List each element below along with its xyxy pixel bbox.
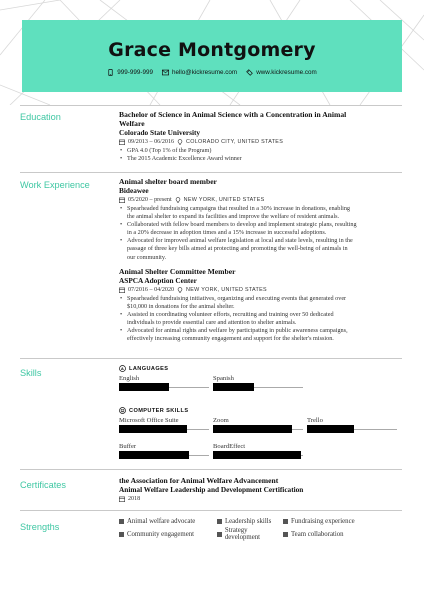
language-icon [119, 365, 126, 372]
skill-level-bar [119, 451, 209, 459]
list-item: • Spearheaded fundraising initiatives, organizing and executing events that generated over [119, 295, 401, 303]
strength-item: Leadership skills [217, 518, 283, 525]
skill-name: Trello [307, 417, 323, 424]
job-location: NEW YORK, UNITED STATES [183, 197, 265, 203]
candidate-name: Grace Montgomery [108, 39, 316, 61]
email-contact[interactable] [162, 69, 237, 76]
skill-level-bar [307, 425, 397, 433]
location-pin-icon [175, 197, 181, 203]
skill-item [119, 417, 209, 433]
skill-name: Buffer [119, 443, 137, 450]
list-item: $10,000 in donations for the animal shelter. [127, 302, 235, 310]
website-text: www.kickresume.com [256, 69, 317, 76]
work-entry [119, 267, 401, 344]
calendar-icon [119, 139, 125, 145]
skill-item [213, 417, 303, 433]
degree-line-1: Bachelor of Science in Animal Science with a Concentration in Animal [119, 110, 347, 119]
strength-item: Animal welfare advocate [119, 518, 217, 525]
job-dates: 05/2020 – present [128, 197, 172, 203]
work-entry [119, 177, 401, 262]
email-icon [162, 69, 169, 76]
work-entries [119, 177, 401, 343]
school-name: Colorado State University [119, 128, 201, 137]
section-title-skills: Skills [20, 368, 42, 378]
email-text: hello@kickresume.com [172, 69, 238, 76]
education-meta [119, 138, 401, 146]
languages-heading [119, 365, 168, 372]
skills-block [119, 365, 401, 465]
list-item: in a 20% decrease in adoption times and a 15% increase in successful adoptions. [127, 229, 327, 237]
languages-label: LANGUAGES [129, 365, 169, 372]
list-item: • GPA 4.0 (Top 1% of the Program) [119, 147, 401, 155]
calendar-icon [119, 496, 125, 502]
location-pin-icon [177, 287, 183, 293]
list-item: effectively increasing community engagement and support for the shelter's mission. [127, 335, 334, 343]
divider [20, 358, 402, 359]
contact-row [22, 69, 402, 76]
strength-item: Community engagement [119, 527, 217, 541]
strength-item: Strategy development [217, 527, 283, 541]
list-item: individuals to provide essential care and attention to shelter animals. [127, 318, 297, 326]
calendar-icon [119, 287, 125, 293]
bullet-square-icon [217, 532, 222, 537]
location-pin-icon [177, 139, 183, 145]
skill-name: Zoom [213, 417, 229, 424]
certificate-name: Animal Welfare Leadership and Development Certification [119, 485, 304, 494]
certificate-entry [119, 476, 401, 503]
computer-skills-label: COMPUTER SKILLS [129, 407, 189, 414]
section-title-strengths: Strengths [20, 522, 60, 532]
list-item: our community. [127, 253, 167, 261]
degree-line-2: Welfare [119, 119, 145, 128]
list-item: passage of three key bills aimed at protecting and promoting the well-being of animals in [127, 245, 348, 253]
list-item: • Advocated for improved animal welfare legislation at local and state levels, resulting in the [119, 237, 401, 245]
job-bullets [119, 295, 401, 344]
skill-name: Spanish [213, 375, 234, 382]
skill-name: Microsoft Office Suite [119, 417, 179, 424]
job-meta [119, 286, 401, 294]
strength-item: Team collaboration [283, 527, 393, 541]
strength-item: Fundraising experience [283, 518, 393, 525]
svg-text:A: A [121, 366, 124, 371]
phone-text: 999-999-999 [117, 69, 153, 76]
website-contact[interactable] [246, 69, 317, 76]
computer-skills-heading [119, 407, 188, 414]
link-icon [246, 69, 253, 76]
bullet-square-icon [119, 519, 124, 524]
bullet-square-icon [217, 519, 222, 524]
list-item: • Collaborated with fellow board members to develop and implement strategic plans, resulting [119, 221, 401, 229]
list-item: • Assisted in coordinating volunteer efforts, recruiting and training over 50 dedicated [119, 311, 401, 319]
section-title-education: Education [20, 112, 61, 122]
skill-level-bar [213, 425, 303, 433]
certificate-year: 2018 [128, 496, 141, 502]
skill-item [213, 375, 303, 391]
job-title: Animal shelter board member [119, 177, 217, 186]
resume-header [22, 20, 402, 92]
skill-name: BoardEffect [213, 443, 246, 450]
divider [20, 105, 402, 106]
bullet-square-icon [119, 532, 124, 537]
skill-item [119, 375, 209, 391]
company-name: ASPCA Adoption Center [119, 275, 197, 285]
computer-icon [119, 407, 126, 414]
job-meta [119, 196, 401, 204]
job-bullets [119, 205, 401, 262]
divider [20, 510, 402, 511]
skill-level-bar [213, 383, 303, 391]
education-entry [119, 110, 401, 163]
skill-level-bar [119, 425, 209, 433]
skill-item [119, 443, 209, 459]
phone-icon [107, 69, 114, 76]
divider [20, 172, 402, 173]
education-dates: 09/2013 – 06/2016 [128, 139, 175, 145]
certificate-meta [119, 495, 401, 503]
job-title: Animal Shelter Committee Member [119, 266, 236, 276]
skill-level-bar [213, 451, 303, 459]
bullet-square-icon [283, 532, 288, 537]
strengths-list [119, 518, 401, 541]
education-location: COLORADO CITY, UNITED STATES [186, 139, 284, 145]
job-dates: 07/2016 – 04/2020 [128, 286, 175, 293]
section-title-certificates: Certificates [20, 480, 66, 490]
skill-item [213, 443, 303, 459]
section-title-work-experience: Work Experience [20, 180, 90, 190]
skill-level-bar [119, 383, 209, 391]
calendar-icon [119, 197, 125, 203]
phone-contact [107, 69, 153, 76]
list-item: the animal shelter to expand its facilities and improve the welfare of resident animals. [127, 213, 340, 221]
bullet-square-icon [283, 519, 288, 524]
job-location: NEW YORK, UNITED STATES [186, 286, 267, 293]
certificate-issuer: the Association for Animal Welfare Advancement [119, 476, 279, 485]
list-item: • Advocated for animal rights and welfare by participating in public awareness campaigns, [119, 327, 401, 335]
list-item: • The 2015 Academic Excellence Award winner [119, 155, 401, 163]
skill-name: English [119, 375, 140, 382]
divider [20, 469, 402, 470]
education-bullets [119, 147, 401, 163]
skill-item [307, 417, 397, 433]
company-name: Bideawee [119, 186, 149, 195]
list-item: • Spearheaded fundraising campaigns that resulted in a 30% increase in donations, enabling [119, 205, 401, 213]
